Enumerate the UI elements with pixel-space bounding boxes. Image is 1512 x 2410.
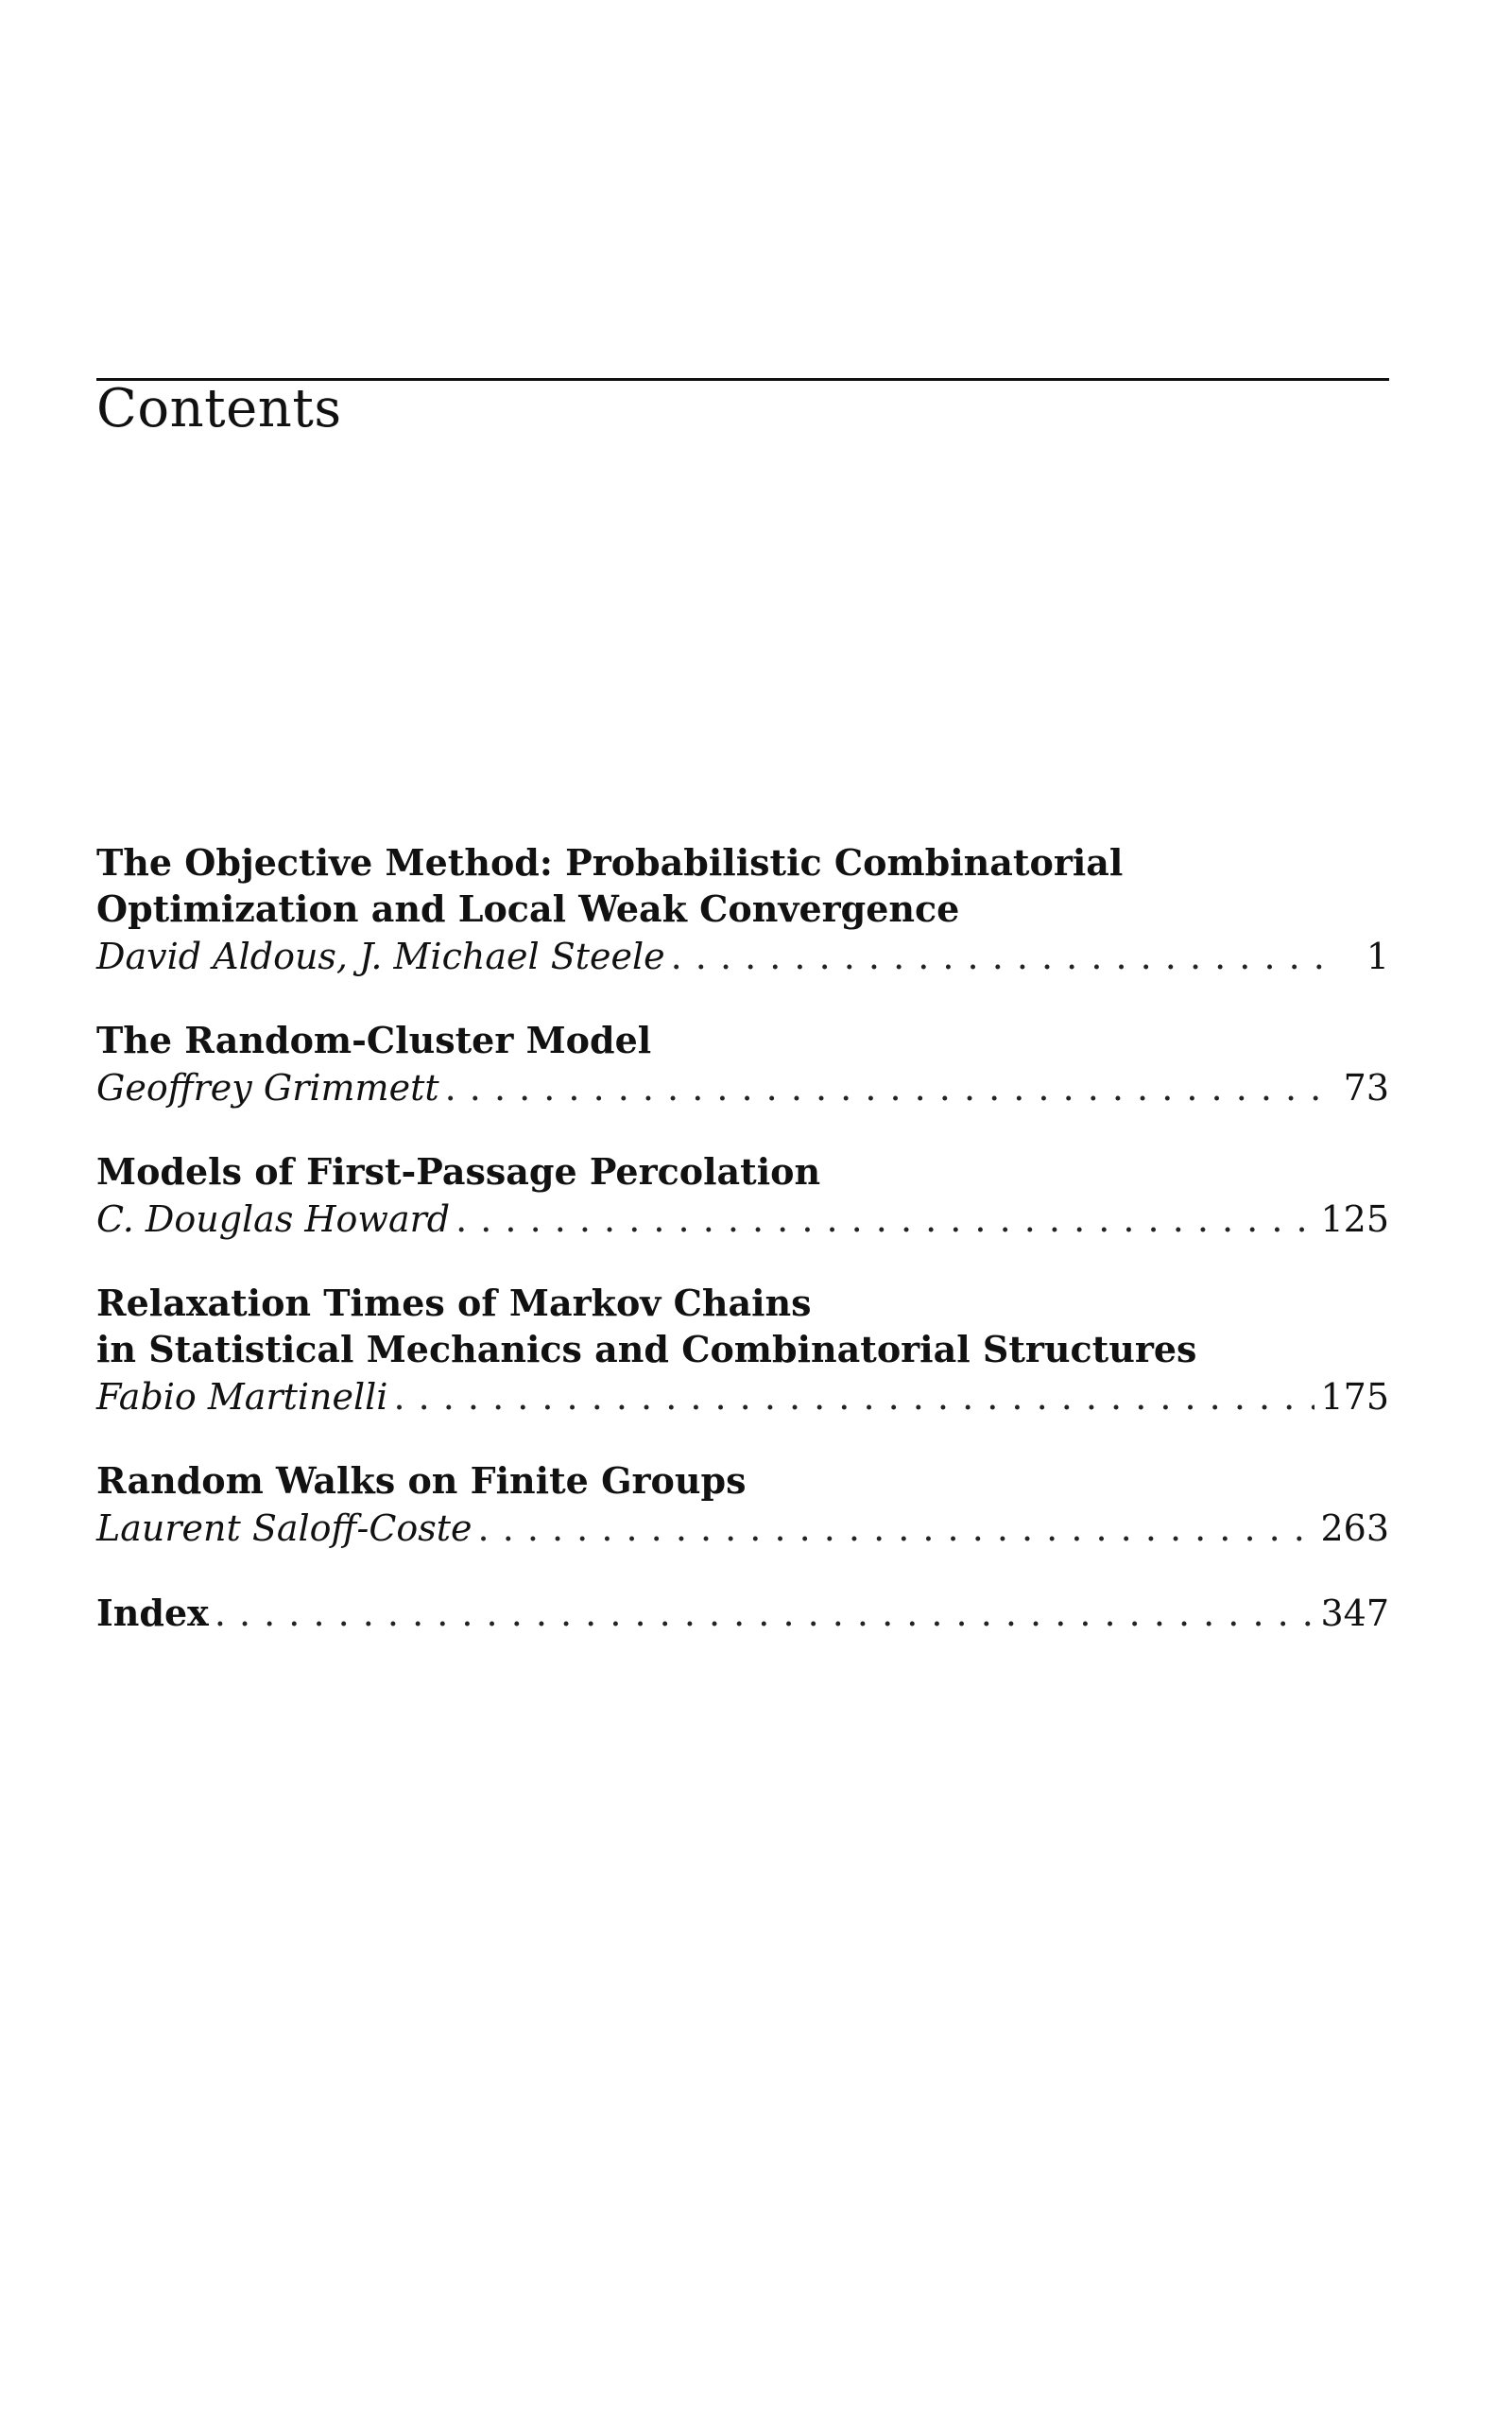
toc-entry-grimmett[interactable] [96,1017,1389,1112]
toc-entry-index[interactable] [96,1589,1389,1638]
toc-entry-aldous-steele[interactable] [96,839,1389,981]
entry-authors: Laurent Saloff-Coste [96,1507,472,1549]
entry-page-number: 1 [1366,936,1389,977]
entry-author-row [96,1504,1389,1553]
page-title: Contents [96,378,342,439]
index-row [96,1589,1389,1638]
toc-entry-saloff-coste[interactable] [96,1457,1389,1553]
toc-entry-howard[interactable] [96,1148,1389,1244]
entry-author-row [96,1372,1389,1421]
entry-page-number: 175 [1320,1376,1389,1418]
table-of-contents [96,839,1389,1674]
entry-title-line: The Objective Method: Probabilistic Combinatorial [96,841,1124,884]
dot-leader [455,1195,1314,1244]
entry-author-row [96,1063,1389,1112]
dot-leader [215,1589,1315,1638]
entry-title-line: in Statistical Mechanics and Combinatorial Structures [96,1328,1197,1370]
entry-page-number: 125 [1320,1198,1389,1240]
entry-page-number: 73 [1343,1067,1389,1109]
dot-leader [445,1063,1323,1112]
entry-authors: C. Douglas Howard [96,1198,451,1240]
entry-author-row [96,932,1389,981]
dot-leader [393,1372,1314,1421]
entry-title-line: The Random-Cluster Model [96,1019,652,1061]
entry-title-line: Optimization and Local Weak Convergence [96,887,960,930]
dot-leader [671,932,1323,981]
index-page-number: 347 [1320,1592,1389,1634]
entry-title-line: Models of First-Passage Percolation [96,1150,821,1193]
index-label: Index [96,1592,209,1634]
entry-page-number: 263 [1320,1507,1389,1549]
entry-authors: David Aldous, J. Michael Steele [96,936,665,977]
dot-leader [478,1504,1315,1553]
entry-title-line: Random Walks on Finite Groups [96,1459,747,1502]
toc-entry-martinelli[interactable] [96,1280,1389,1421]
entry-title-line: Relaxation Times of Markov Chains [96,1282,812,1324]
entry-authors: Fabio Martinelli [96,1376,388,1418]
entry-author-row [96,1195,1389,1244]
entry-authors: Geoffrey Grimmett [96,1067,439,1109]
